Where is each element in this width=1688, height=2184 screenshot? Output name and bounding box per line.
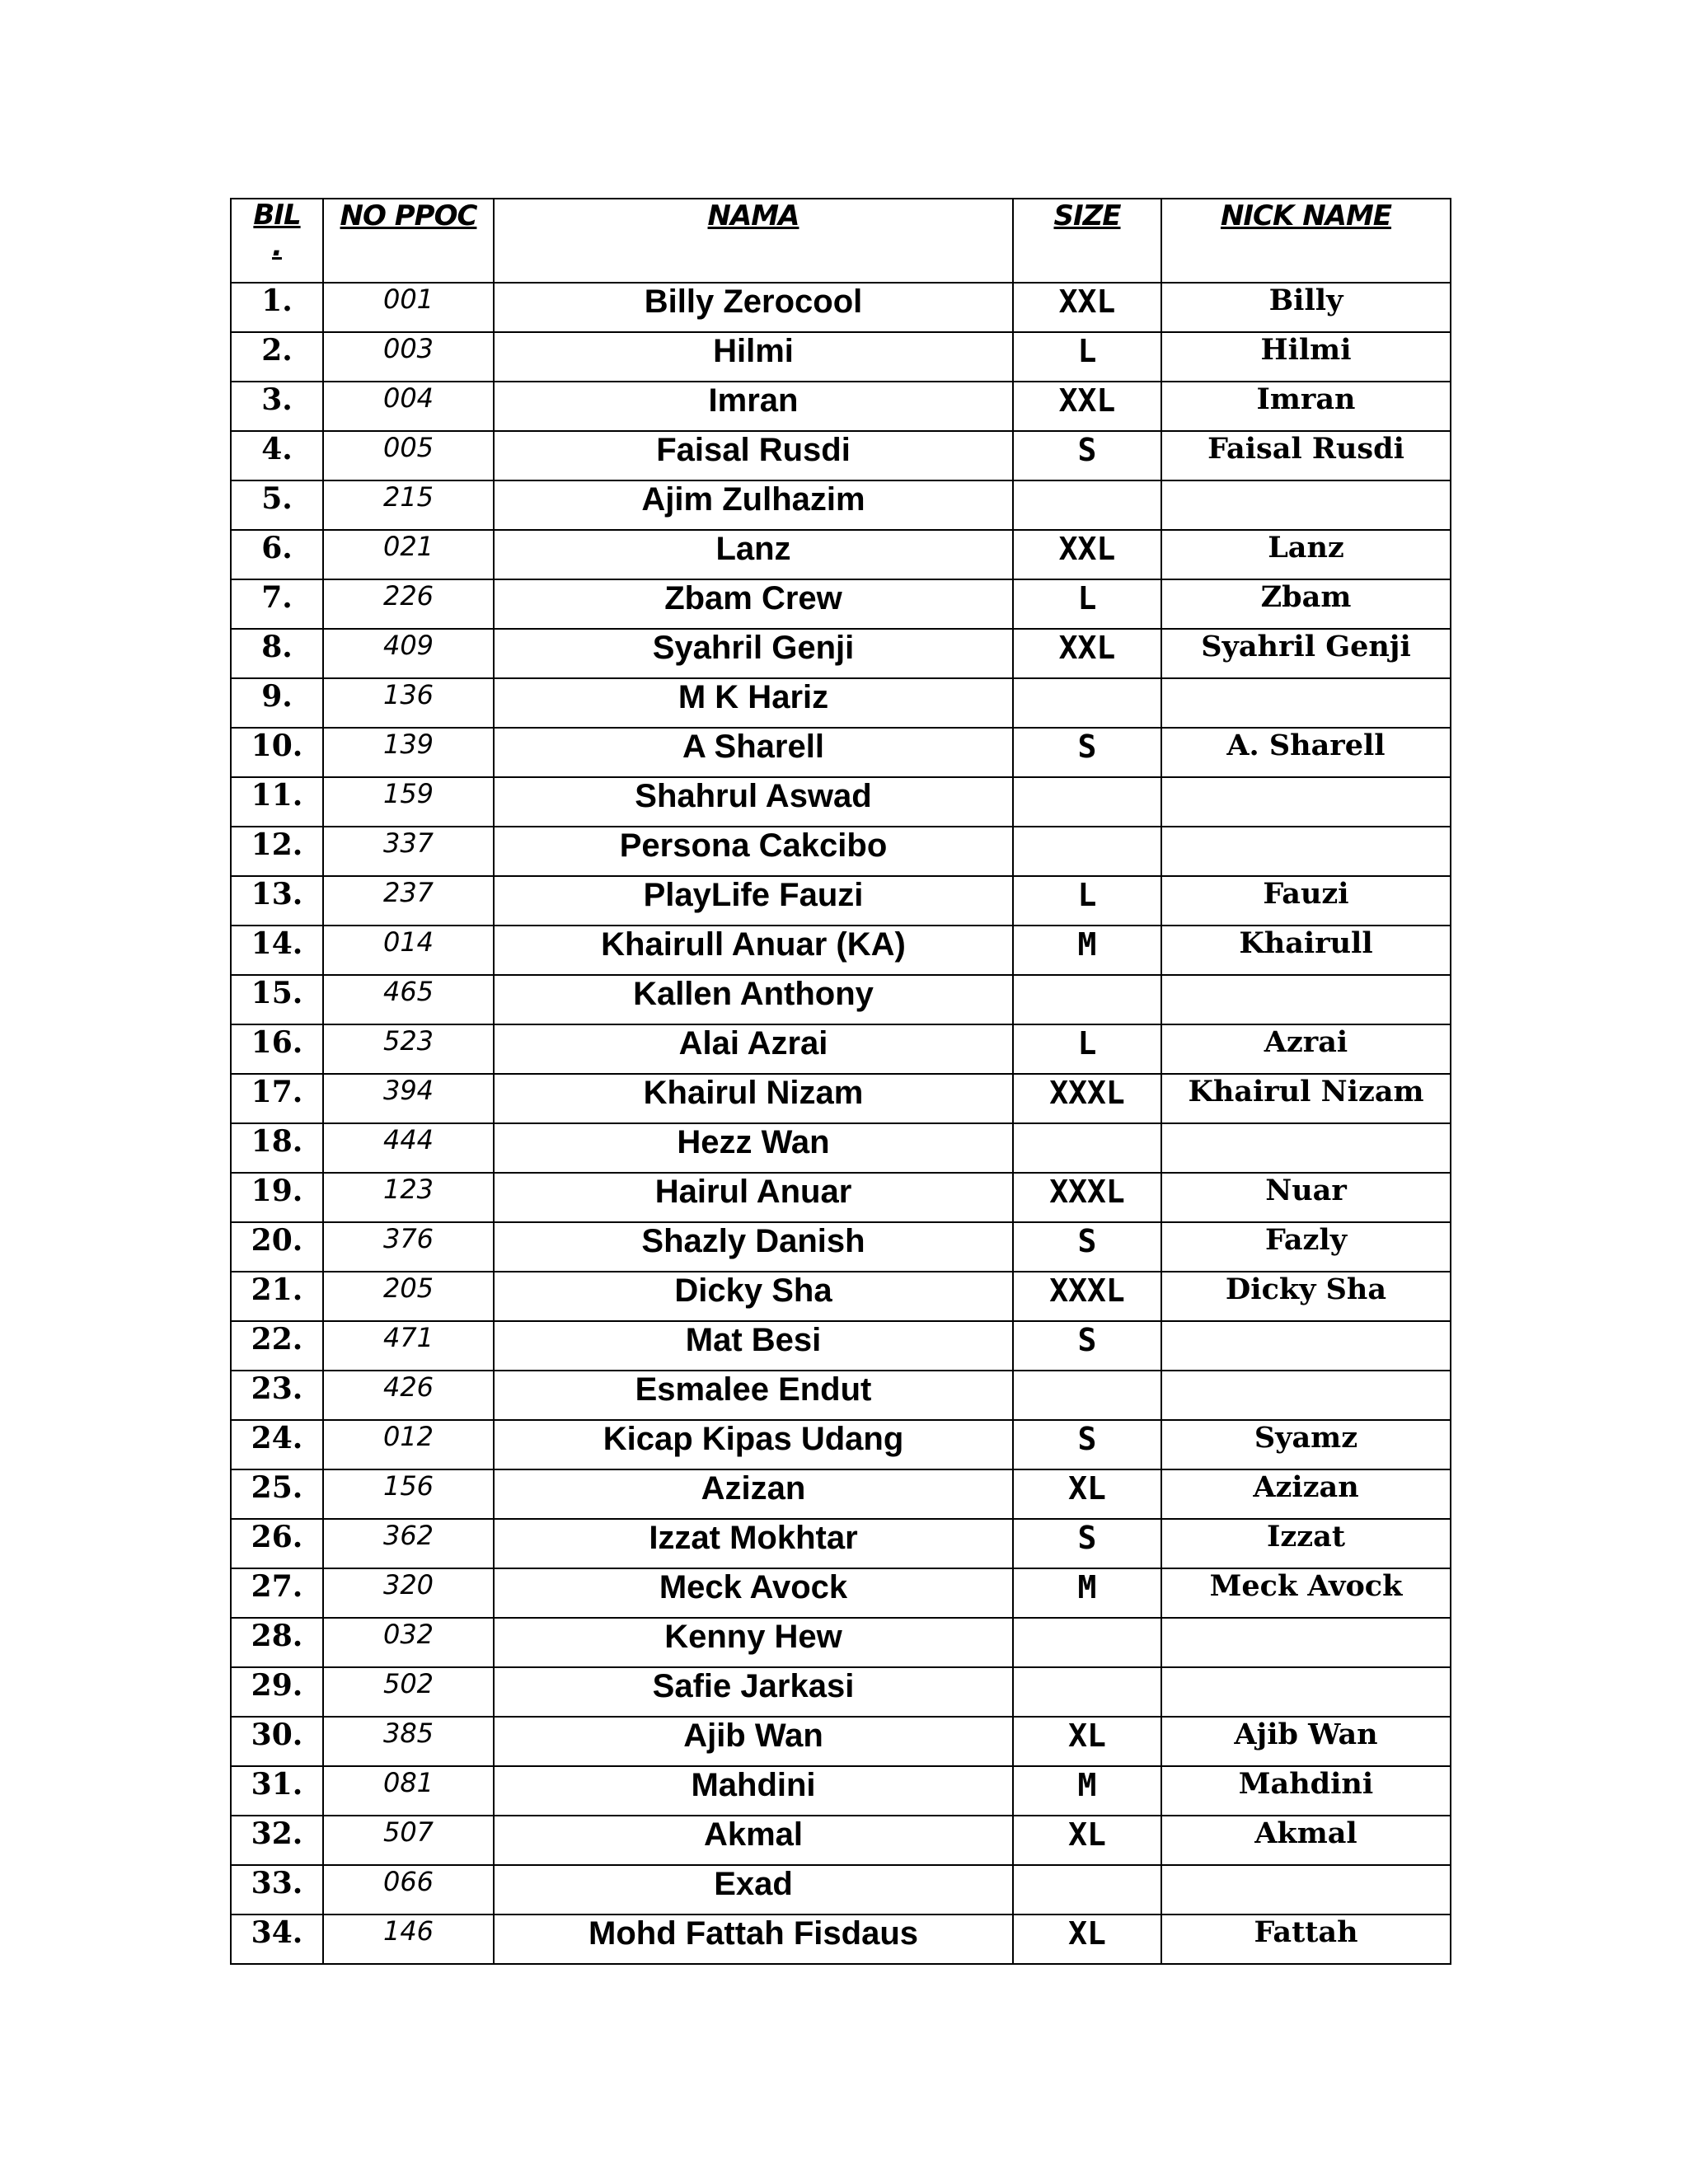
table-row <box>231 1816 1451 1865</box>
row-nick-name: Faisal Rusdi <box>1161 431 1451 480</box>
row-no-ppoc: 465 <box>323 975 494 1024</box>
row-no-ppoc: 014 <box>323 926 494 975</box>
row-nick-name: Imran <box>1161 382 1451 431</box>
table-row <box>231 480 1451 530</box>
row-size <box>1013 1123 1161 1173</box>
row-bil: 20. <box>231 1222 323 1272</box>
row-nama: Hezz Wan <box>494 1123 1013 1173</box>
row-no-ppoc: 001 <box>323 283 494 332</box>
row-nick-name: Syahril Genji <box>1161 629 1451 678</box>
row-nama: Dicky Sha <box>494 1272 1013 1321</box>
row-no-ppoc: 032 <box>323 1618 494 1667</box>
row-nick-name <box>1161 975 1451 1024</box>
row-nick-name: Ajib Wan <box>1161 1717 1451 1766</box>
row-nama: Izzat Mokhtar <box>494 1519 1013 1568</box>
table-row <box>231 876 1451 926</box>
row-bil: 31. <box>231 1766 323 1816</box>
row-no-ppoc: 215 <box>323 480 494 530</box>
row-no-ppoc: 444 <box>323 1123 494 1173</box>
row-no-ppoc: 320 <box>323 1568 494 1618</box>
table-row <box>231 530 1451 579</box>
row-no-ppoc: 471 <box>323 1321 494 1371</box>
row-bil: 19. <box>231 1173 323 1222</box>
row-size: M <box>1013 926 1161 975</box>
table-body <box>231 283 1451 1964</box>
row-bil: 32. <box>231 1816 323 1865</box>
row-nick-name <box>1161 1618 1451 1667</box>
row-nama: Exad <box>494 1865 1013 1915</box>
row-size <box>1013 480 1161 530</box>
row-bil: 11. <box>231 777 323 827</box>
row-nick-name <box>1161 1321 1451 1371</box>
row-nama: Ajim Zulhazim <box>494 480 1013 530</box>
row-size: S <box>1013 1222 1161 1272</box>
row-bil: 24. <box>231 1420 323 1469</box>
table-row <box>231 1024 1451 1074</box>
row-size: S <box>1013 1321 1161 1371</box>
row-no-ppoc: 081 <box>323 1766 494 1816</box>
row-no-ppoc: 394 <box>323 1074 494 1123</box>
row-size: L <box>1013 876 1161 926</box>
table-row <box>231 1420 1451 1469</box>
row-bil: 15. <box>231 975 323 1024</box>
row-size: XL <box>1013 1816 1161 1865</box>
row-nama: Meck Avock <box>494 1568 1013 1618</box>
row-nama: Billy Zerocool <box>494 283 1013 332</box>
row-size: XXL <box>1013 629 1161 678</box>
row-bil: 13. <box>231 876 323 926</box>
table-row <box>231 728 1451 777</box>
row-bil: 10. <box>231 728 323 777</box>
row-no-ppoc: 003 <box>323 332 494 382</box>
row-bil: 22. <box>231 1321 323 1371</box>
row-nama: Esmalee Endut <box>494 1371 1013 1420</box>
table-row <box>231 1568 1451 1618</box>
header-bil <box>231 199 323 283</box>
row-size <box>1013 777 1161 827</box>
table-row <box>231 777 1451 827</box>
table-row <box>231 1123 1451 1173</box>
row-nama: Safie Jarkasi <box>494 1667 1013 1717</box>
row-nama: Khairul Nizam <box>494 1074 1013 1123</box>
row-bil: 3. <box>231 382 323 431</box>
table-row <box>231 827 1451 876</box>
row-no-ppoc: 362 <box>323 1519 494 1568</box>
row-bil: 17. <box>231 1074 323 1123</box>
table-row <box>231 678 1451 728</box>
row-nama: M K Hariz <box>494 678 1013 728</box>
row-nama: Mat Besi <box>494 1321 1013 1371</box>
row-size: XXXL <box>1013 1173 1161 1222</box>
table-row <box>231 1074 1451 1123</box>
table-row <box>231 1667 1451 1717</box>
row-nick-name <box>1161 1865 1451 1915</box>
row-nama: A Sharell <box>494 728 1013 777</box>
row-size: XL <box>1013 1469 1161 1519</box>
row-nick-name <box>1161 1123 1451 1173</box>
row-nick-name: Izzat <box>1161 1519 1451 1568</box>
row-nama: Mohd Fattah Fisdaus <box>494 1915 1013 1964</box>
row-nick-name: Billy <box>1161 283 1451 332</box>
row-bil: 25. <box>231 1469 323 1519</box>
row-no-ppoc: 226 <box>323 579 494 629</box>
row-no-ppoc: 146 <box>323 1915 494 1964</box>
row-no-ppoc: 139 <box>323 728 494 777</box>
table-header <box>231 199 1451 283</box>
row-bil: 33. <box>231 1865 323 1915</box>
row-nama: Lanz <box>494 530 1013 579</box>
row-size: XL <box>1013 1717 1161 1766</box>
row-bil: 7. <box>231 579 323 629</box>
table-row <box>231 382 1451 431</box>
row-size: L <box>1013 1024 1161 1074</box>
row-bil: 21. <box>231 1272 323 1321</box>
row-size: M <box>1013 1766 1161 1816</box>
row-size: XXL <box>1013 530 1161 579</box>
row-no-ppoc: 159 <box>323 777 494 827</box>
row-bil: 26. <box>231 1519 323 1568</box>
row-no-ppoc: 205 <box>323 1272 494 1321</box>
row-nick-name: Hilmi <box>1161 332 1451 382</box>
row-size: S <box>1013 1420 1161 1469</box>
header-size: SIZE <box>1013 199 1161 283</box>
table-row <box>231 1717 1451 1766</box>
row-size: XXL <box>1013 382 1161 431</box>
row-size <box>1013 1865 1161 1915</box>
row-bil: 5. <box>231 480 323 530</box>
row-bil: 2. <box>231 332 323 382</box>
header-nick-name: NICK NAME <box>1161 199 1451 283</box>
row-size: S <box>1013 728 1161 777</box>
row-nama: Faisal Rusdi <box>494 431 1013 480</box>
table-row <box>231 975 1451 1024</box>
table-row <box>231 431 1451 480</box>
row-nick-name <box>1161 827 1451 876</box>
row-bil: 1. <box>231 283 323 332</box>
row-no-ppoc: 156 <box>323 1469 494 1519</box>
row-nick-name: A. Sharell <box>1161 728 1451 777</box>
row-size: S <box>1013 431 1161 480</box>
row-bil: 18. <box>231 1123 323 1173</box>
row-no-ppoc: 005 <box>323 431 494 480</box>
row-nama: Khairull Anuar (KA) <box>494 926 1013 975</box>
table-row <box>231 1173 1451 1222</box>
row-bil: 29. <box>231 1667 323 1717</box>
row-size: S <box>1013 1519 1161 1568</box>
table-row <box>231 332 1451 382</box>
row-bil: 16. <box>231 1024 323 1074</box>
row-size: M <box>1013 1568 1161 1618</box>
table-row <box>231 1469 1451 1519</box>
row-nama: Hilmi <box>494 332 1013 382</box>
row-no-ppoc: 426 <box>323 1371 494 1420</box>
row-nick-name <box>1161 1371 1451 1420</box>
row-nick-name: Syamz <box>1161 1420 1451 1469</box>
row-no-ppoc: 507 <box>323 1816 494 1865</box>
table-row <box>231 1272 1451 1321</box>
row-nama: Azizan <box>494 1469 1013 1519</box>
row-nama: Syahril Genji <box>494 629 1013 678</box>
row-bil: 28. <box>231 1618 323 1667</box>
row-nick-name: Zbam <box>1161 579 1451 629</box>
row-bil: 6. <box>231 530 323 579</box>
header-row <box>231 199 1451 283</box>
row-size <box>1013 1371 1161 1420</box>
row-nama: Kallen Anthony <box>494 975 1013 1024</box>
row-size <box>1013 1667 1161 1717</box>
row-nick-name: Azizan <box>1161 1469 1451 1519</box>
row-nama: Alai Azrai <box>494 1024 1013 1074</box>
row-bil: 27. <box>231 1568 323 1618</box>
row-no-ppoc: 021 <box>323 530 494 579</box>
row-size <box>1013 678 1161 728</box>
row-nick-name <box>1161 678 1451 728</box>
table-row <box>231 1766 1451 1816</box>
row-nama: Mahdini <box>494 1766 1013 1816</box>
row-no-ppoc: 337 <box>323 827 494 876</box>
row-nick-name: Mahdini <box>1161 1766 1451 1816</box>
table-row <box>231 1519 1451 1568</box>
row-no-ppoc: 066 <box>323 1865 494 1915</box>
row-nama: Kenny Hew <box>494 1618 1013 1667</box>
table-row <box>231 1915 1451 1964</box>
row-nick-name: Dicky Sha <box>1161 1272 1451 1321</box>
table-row <box>231 283 1451 332</box>
table-row <box>231 629 1451 678</box>
row-no-ppoc: 409 <box>323 629 494 678</box>
row-size <box>1013 827 1161 876</box>
row-nama: Imran <box>494 382 1013 431</box>
row-size <box>1013 1618 1161 1667</box>
row-nick-name: Akmal <box>1161 1816 1451 1865</box>
row-bil: 34. <box>231 1915 323 1964</box>
row-nick-name <box>1161 480 1451 530</box>
header-bil-label: BIL . <box>253 199 301 263</box>
row-nick-name: Lanz <box>1161 530 1451 579</box>
row-bil: 23. <box>231 1371 323 1420</box>
row-no-ppoc: 502 <box>323 1667 494 1717</box>
row-nick-name <box>1161 777 1451 827</box>
row-nama: Akmal <box>494 1816 1013 1865</box>
header-no-ppoc: NO PPOC <box>323 199 494 283</box>
row-size: XXXL <box>1013 1272 1161 1321</box>
roster-sheet <box>230 198 1450 1965</box>
row-bil: 9. <box>231 678 323 728</box>
row-size: XL <box>1013 1915 1161 1964</box>
row-nick-name <box>1161 1667 1451 1717</box>
row-nama: Persona Cakcibo <box>494 827 1013 876</box>
row-size: L <box>1013 332 1161 382</box>
row-no-ppoc: 004 <box>323 382 494 431</box>
row-size <box>1013 975 1161 1024</box>
roster-table <box>230 198 1451 1965</box>
row-nick-name: Azrai <box>1161 1024 1451 1074</box>
row-size: L <box>1013 579 1161 629</box>
row-no-ppoc: 376 <box>323 1222 494 1272</box>
row-no-ppoc: 136 <box>323 678 494 728</box>
row-nama: Zbam Crew <box>494 579 1013 629</box>
table-row <box>231 1321 1451 1371</box>
row-nick-name: Fazly <box>1161 1222 1451 1272</box>
table-row <box>231 1865 1451 1915</box>
row-bil: 4. <box>231 431 323 480</box>
row-nama: Kicap Kipas Udang <box>494 1420 1013 1469</box>
row-nick-name: Fauzi <box>1161 876 1451 926</box>
row-no-ppoc: 523 <box>323 1024 494 1074</box>
row-size: XXXL <box>1013 1074 1161 1123</box>
row-no-ppoc: 012 <box>323 1420 494 1469</box>
header-nama: NAMA <box>494 199 1013 283</box>
row-nick-name: Nuar <box>1161 1173 1451 1222</box>
row-no-ppoc: 123 <box>323 1173 494 1222</box>
table-row <box>231 926 1451 975</box>
row-nama: Shahrul Aswad <box>494 777 1013 827</box>
table-row <box>231 579 1451 629</box>
row-nama: Shazly Danish <box>494 1222 1013 1272</box>
row-nick-name: Fattah <box>1161 1915 1451 1964</box>
row-no-ppoc: 385 <box>323 1717 494 1766</box>
table-row <box>231 1371 1451 1420</box>
row-nama: Hairul Anuar <box>494 1173 1013 1222</box>
row-no-ppoc: 237 <box>323 876 494 926</box>
row-nick-name: Meck Avock <box>1161 1568 1451 1618</box>
row-nama: PlayLife Fauzi <box>494 876 1013 926</box>
row-bil: 12. <box>231 827 323 876</box>
row-bil: 30. <box>231 1717 323 1766</box>
table-row <box>231 1222 1451 1272</box>
row-size: XXL <box>1013 283 1161 332</box>
table-row <box>231 1618 1451 1667</box>
row-bil: 8. <box>231 629 323 678</box>
row-nick-name: Khairull <box>1161 926 1451 975</box>
row-nama: Ajib Wan <box>494 1717 1013 1766</box>
row-bil: 14. <box>231 926 323 975</box>
row-nick-name: Khairul Nizam <box>1161 1074 1451 1123</box>
